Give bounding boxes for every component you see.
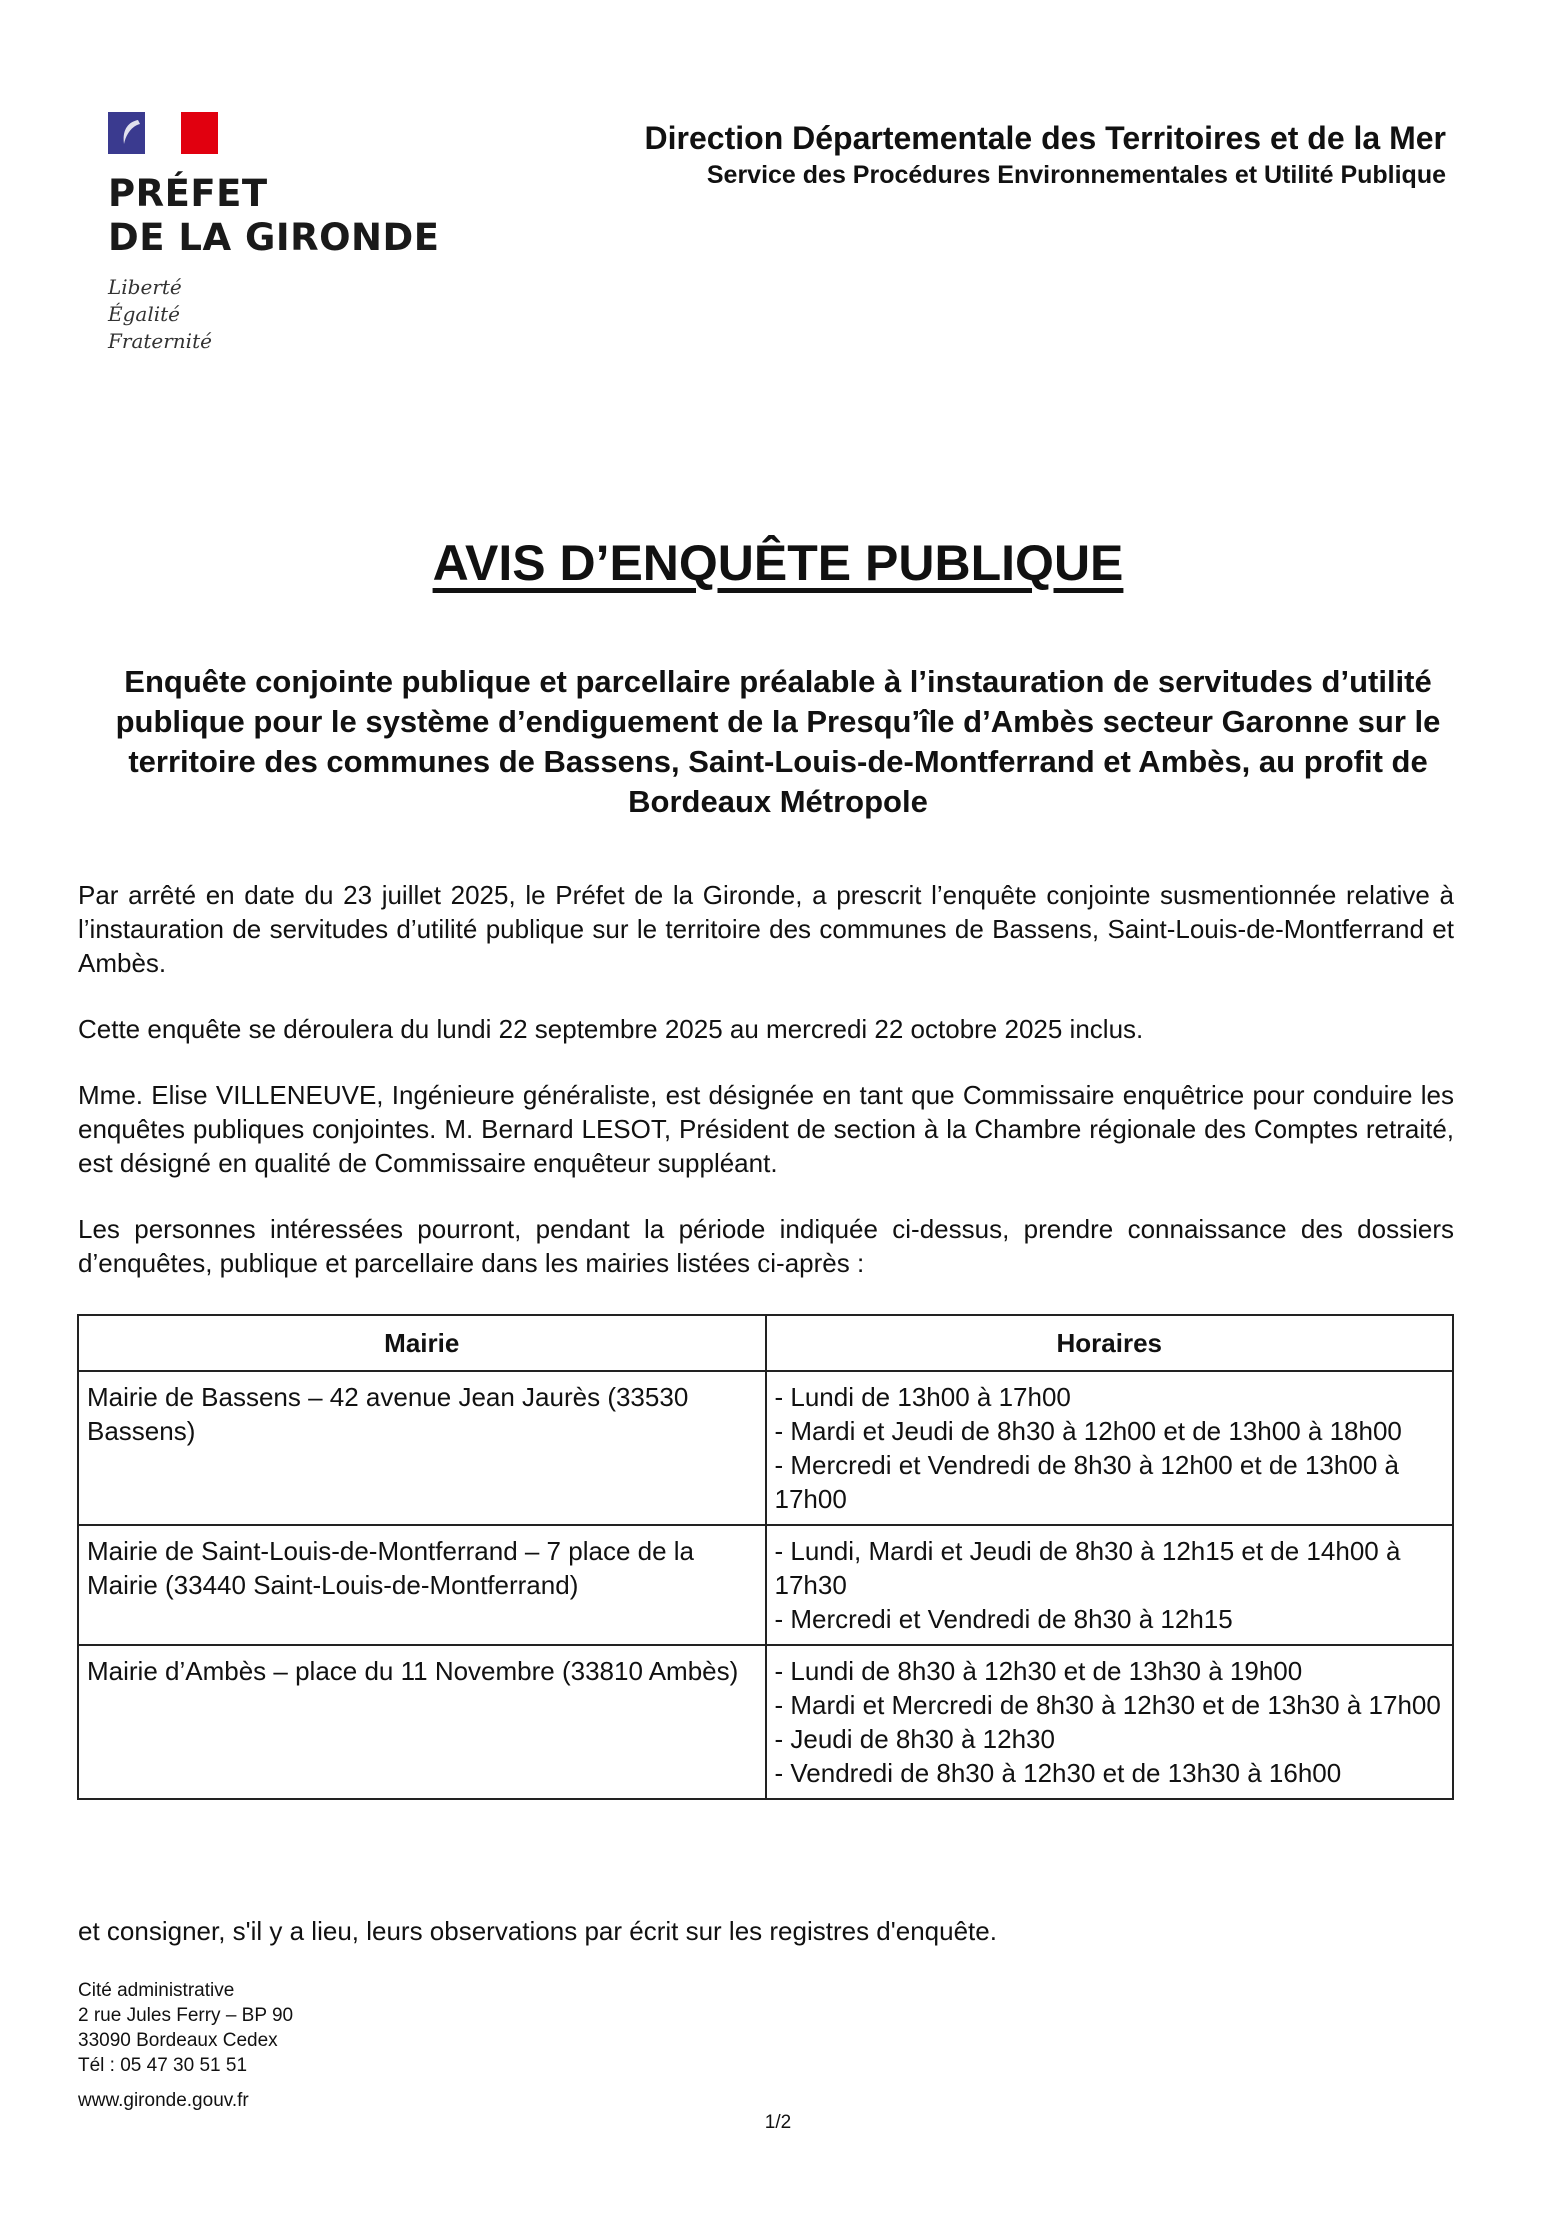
schedule-line: - Lundi, Mardi et Jeudi de 8h30 à 12h15 et de 14h00 à 17h30	[774, 1536, 1401, 1600]
footer-line: 2 rue Jules Ferry – BP 90	[78, 2005, 294, 2026]
mairie-cell: Mairie de Saint-Louis-de-Montferrand – 7 place de la Mairie (33440 Saint-Louis-de-Montferrand)	[78, 1525, 766, 1645]
mairies-table	[77, 1314, 1454, 1800]
notice-subtitle: Enquête conjointe publique et parcellaire préalable à l’instauration de servitudes d’utilité publique pour le système d’endiguement de la Presqu’île d’Ambès secteur Garonne sur le territoire des communes de Bassens, Saint-Louis-de-Montferrand et Ambès, au profit de Bordeaux Métropole	[115, 664, 1441, 819]
footer-address	[78, 1978, 293, 2113]
page-number: 1/2	[764, 2112, 792, 2133]
motto-liberte: Liberté	[108, 275, 182, 299]
mairie-cell: Mairie d’Ambès – place du 11 Novembre (33810 Ambès)	[78, 1645, 766, 1799]
schedule-line: - Mardi et Mercredi de 8h30 à 12h30 et de 13h30 à 17h00	[774, 1690, 1441, 1720]
schedule-line: - Lundi de 8h30 à 12h30 et de 13h30 à 19h00	[774, 1656, 1303, 1686]
logo-motto	[108, 274, 458, 355]
schedule-line: - Mercredi et Vendredi de 8h30 à 12h00 et de 13h00 à 17h00	[774, 1450, 1399, 1514]
issuer-header	[645, 118, 1446, 192]
logo-name-line1: PRÉFET	[108, 172, 268, 215]
notice-body	[78, 878, 1454, 1312]
direction-name: Direction Départementale des Territoires et de la Mer	[644, 120, 1446, 156]
motto-fraternite: Fraternité	[108, 329, 212, 353]
footer-phone: Tél : 05 47 30 51 51	[78, 2055, 248, 2076]
closing-sentence: et consigner, s'il y a lieu, leurs observations par écrit sur les registres d'enquête.	[78, 1916, 997, 1946]
table-row	[78, 1525, 1453, 1645]
motto-egalite: Égalité	[108, 302, 180, 326]
horaires-cell	[766, 1645, 1454, 1799]
horaires-cell	[766, 1525, 1454, 1645]
footer-line: Cité administrative	[78, 1980, 235, 2001]
service-name: Service des Procédures Environnementales et Utilité Publique	[706, 161, 1446, 189]
notice-title: AVIS D’ENQUÊTE PUBLIQUE	[432, 535, 1124, 591]
paragraph-commissaire: Mme. Elise VILLENEUVE, Ingénieure généraliste, est désignée en tant que Commissaire enquêtrice pour conduire les enquêtes publiques conjointes. M. Bernard LESOT, Président de section à la Chambre régionale des Comptes retraité, est désigné en qualité de Commissaire enquêteur suppléant.	[78, 1080, 1454, 1178]
schedule-line: - Lundi de 13h00 à 17h00	[774, 1382, 1071, 1412]
mairie-cell: Mairie de Bassens – 42 avenue Jean Jaurès (33530 Bassens)	[78, 1371, 766, 1525]
schedule-line: - Mardi et Jeudi de 8h30 à 12h00 et de 13h00 à 18h00	[774, 1416, 1402, 1446]
logo-name-line2: DE LA GIRONDE	[108, 216, 440, 259]
paragraph-arrete: Par arrêté en date du 23 juillet 2025, le Préfet de la Gironde, a prescrit l’enquête conjointe susmentionnée relative à l’instauration de servitudes d’utilité publique sur le territoire des communes de Bassens, Saint-Louis-de-Montferrand et Ambès.	[78, 880, 1454, 978]
french-flag-icon	[108, 112, 218, 154]
footer-website-link[interactable]: www.gironde.gouv.fr	[78, 2090, 249, 2111]
table-row	[78, 1371, 1453, 1525]
footer-line: 33090 Bordeaux Cedex	[78, 2030, 278, 2051]
paragraph-consultation: Les personnes intéressées pourront, pendant la période indiquée ci-dessus, prendre connaissance des dossiers d’enquêtes, publique et parcellaire dans les mairies listées ci-après :	[78, 1214, 1454, 1278]
horaires-cell	[766, 1371, 1454, 1525]
header-horaires: Horaires	[766, 1315, 1454, 1371]
paragraph-dates: Cette enquête se déroulera du lundi 22 septembre 2025 au mercredi 22 octobre 2025 inclus.	[78, 1014, 1144, 1044]
schedule-line: - Mercredi et Vendredi de 8h30 à 12h15	[774, 1604, 1233, 1634]
table-header-row	[78, 1315, 1453, 1371]
logo-name	[108, 172, 458, 260]
schedule-line: - Vendredi de 8h30 à 12h30 et de 13h30 à 16h00	[774, 1758, 1342, 1788]
schedule-line: - Jeudi de 8h30 à 12h30	[774, 1724, 1055, 1754]
prefecture-logo	[108, 112, 458, 355]
header-mairie: Mairie	[78, 1315, 766, 1371]
table-row	[78, 1645, 1453, 1799]
